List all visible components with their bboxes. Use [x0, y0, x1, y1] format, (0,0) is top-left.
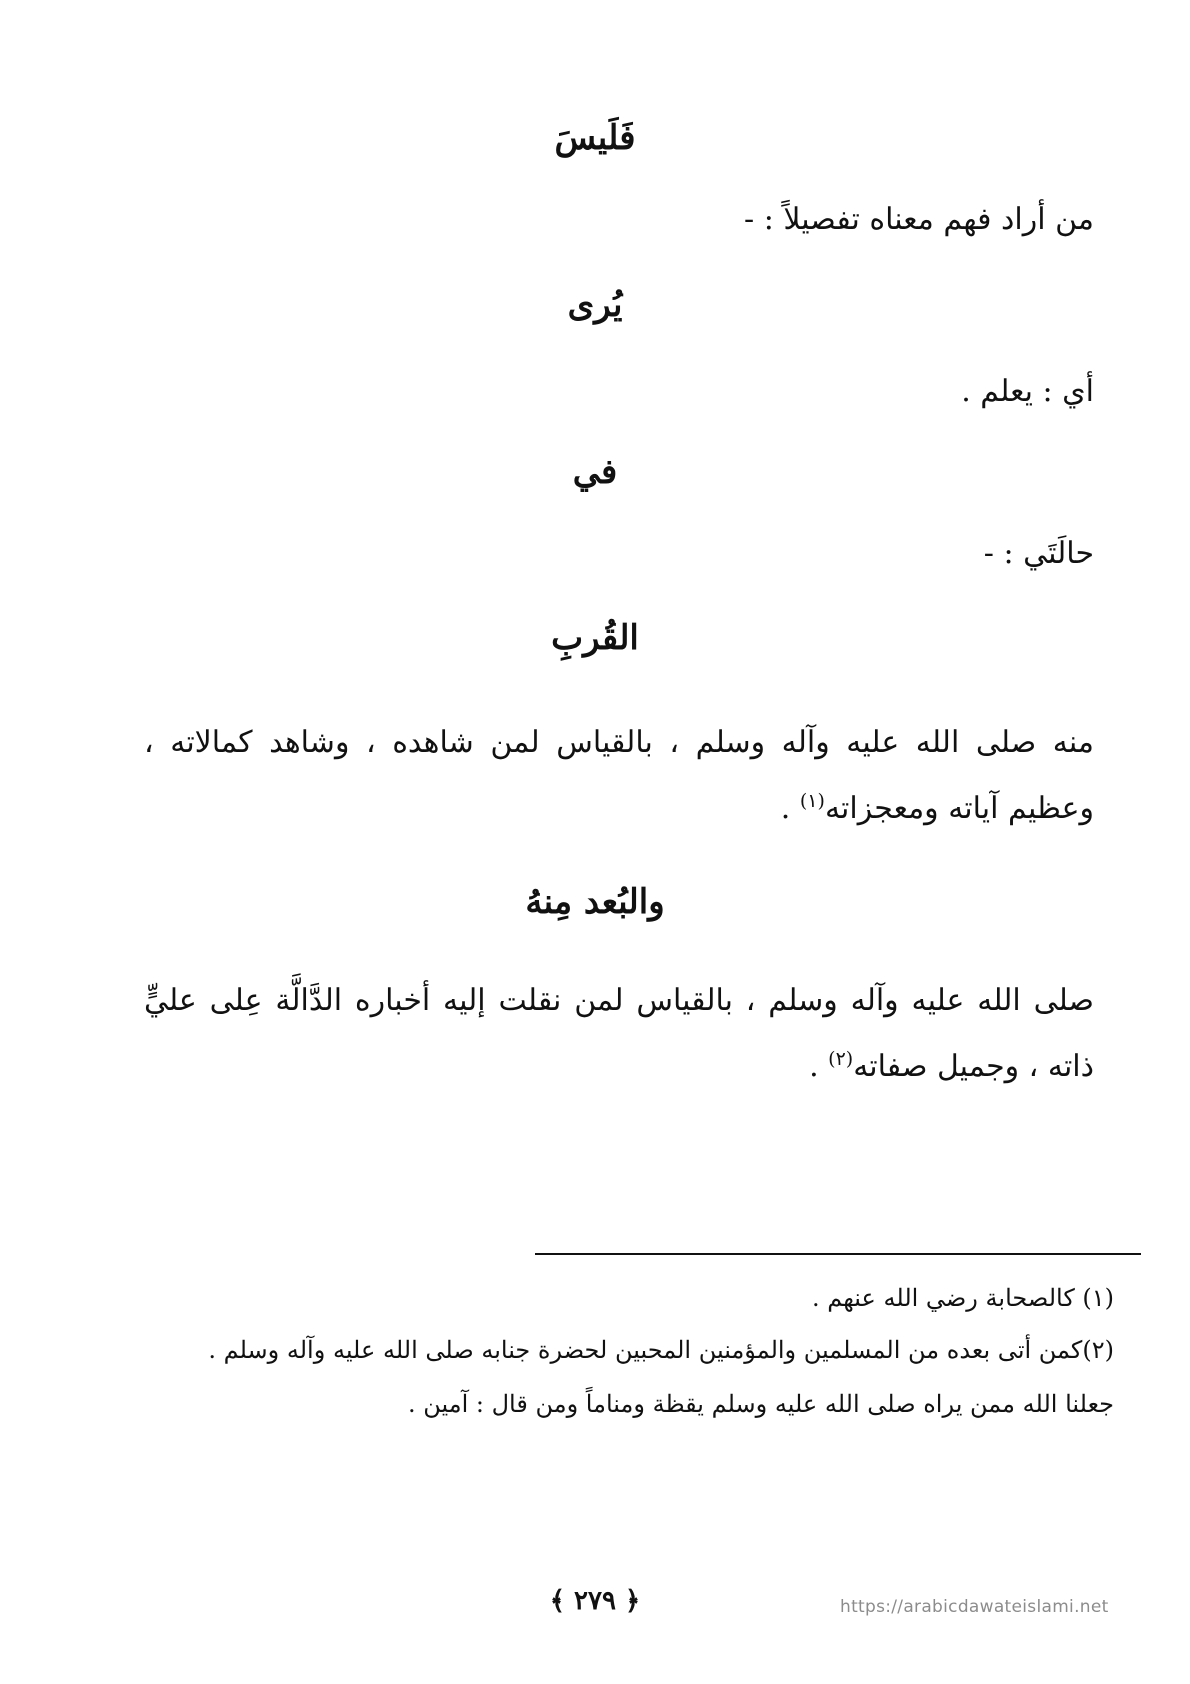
heading-yura: يُرى [567, 285, 623, 325]
footnote-divider [535, 1253, 1141, 1255]
heading-fi: في [572, 452, 618, 492]
paragraph-2 [144, 968, 1094, 1100]
heading-walbuad: والبُعد مِنهُ [525, 882, 665, 922]
page-number: ﴿ ٢٧٩ ﴾ [549, 1586, 641, 1616]
heading-alqurb: القُربِ [551, 618, 639, 658]
paragraph-1-text: منه صلى الله عليه وآله وسلم ، بالقياس لمن شاهده ، وشاهد كمالاته ، وعظيم آياته ومعجزاته [144, 725, 1094, 826]
footnote-2: (٢)كمن أتى بعده من المسلمين والمؤمنين المحبين لحضرة جنابه صلى الله عليه وآله وسلم . [208, 1336, 1114, 1364]
footnote-1: (١) كالصحابة رضي الله عنهم . [812, 1284, 1114, 1312]
footnote-ref-1: (١) [799, 790, 825, 812]
paragraph-1-end: . [780, 791, 800, 826]
explanation-line-2: أي : يعلم . [961, 374, 1094, 409]
heading-falaysa: فَلَيسَ [554, 118, 636, 158]
paragraph-2-end: . [809, 1049, 829, 1084]
footnote-ref-2: (٢) [828, 1048, 854, 1070]
watermark-url: https://arabicdawateislami.net [840, 1597, 1109, 1617]
explanation-line-1: من أراد فهم معناه تفصيلاً : - [744, 202, 1094, 237]
footnote-3: جعلنا الله ممن يراه صلى الله عليه وسلم يقظة ومناماً ومن قال : آمين . [407, 1390, 1114, 1418]
paragraph-1 [144, 710, 1094, 842]
explanation-line-3: حالَتَي : - [983, 536, 1094, 571]
paragraph-2-text: صلى الله عليه وآله وسلم ، بالقياس لمن نقلت إليه أخباره الدَّالَّة عِلى عليٍّ ذاته ، وجميل صفاته [144, 983, 1094, 1084]
